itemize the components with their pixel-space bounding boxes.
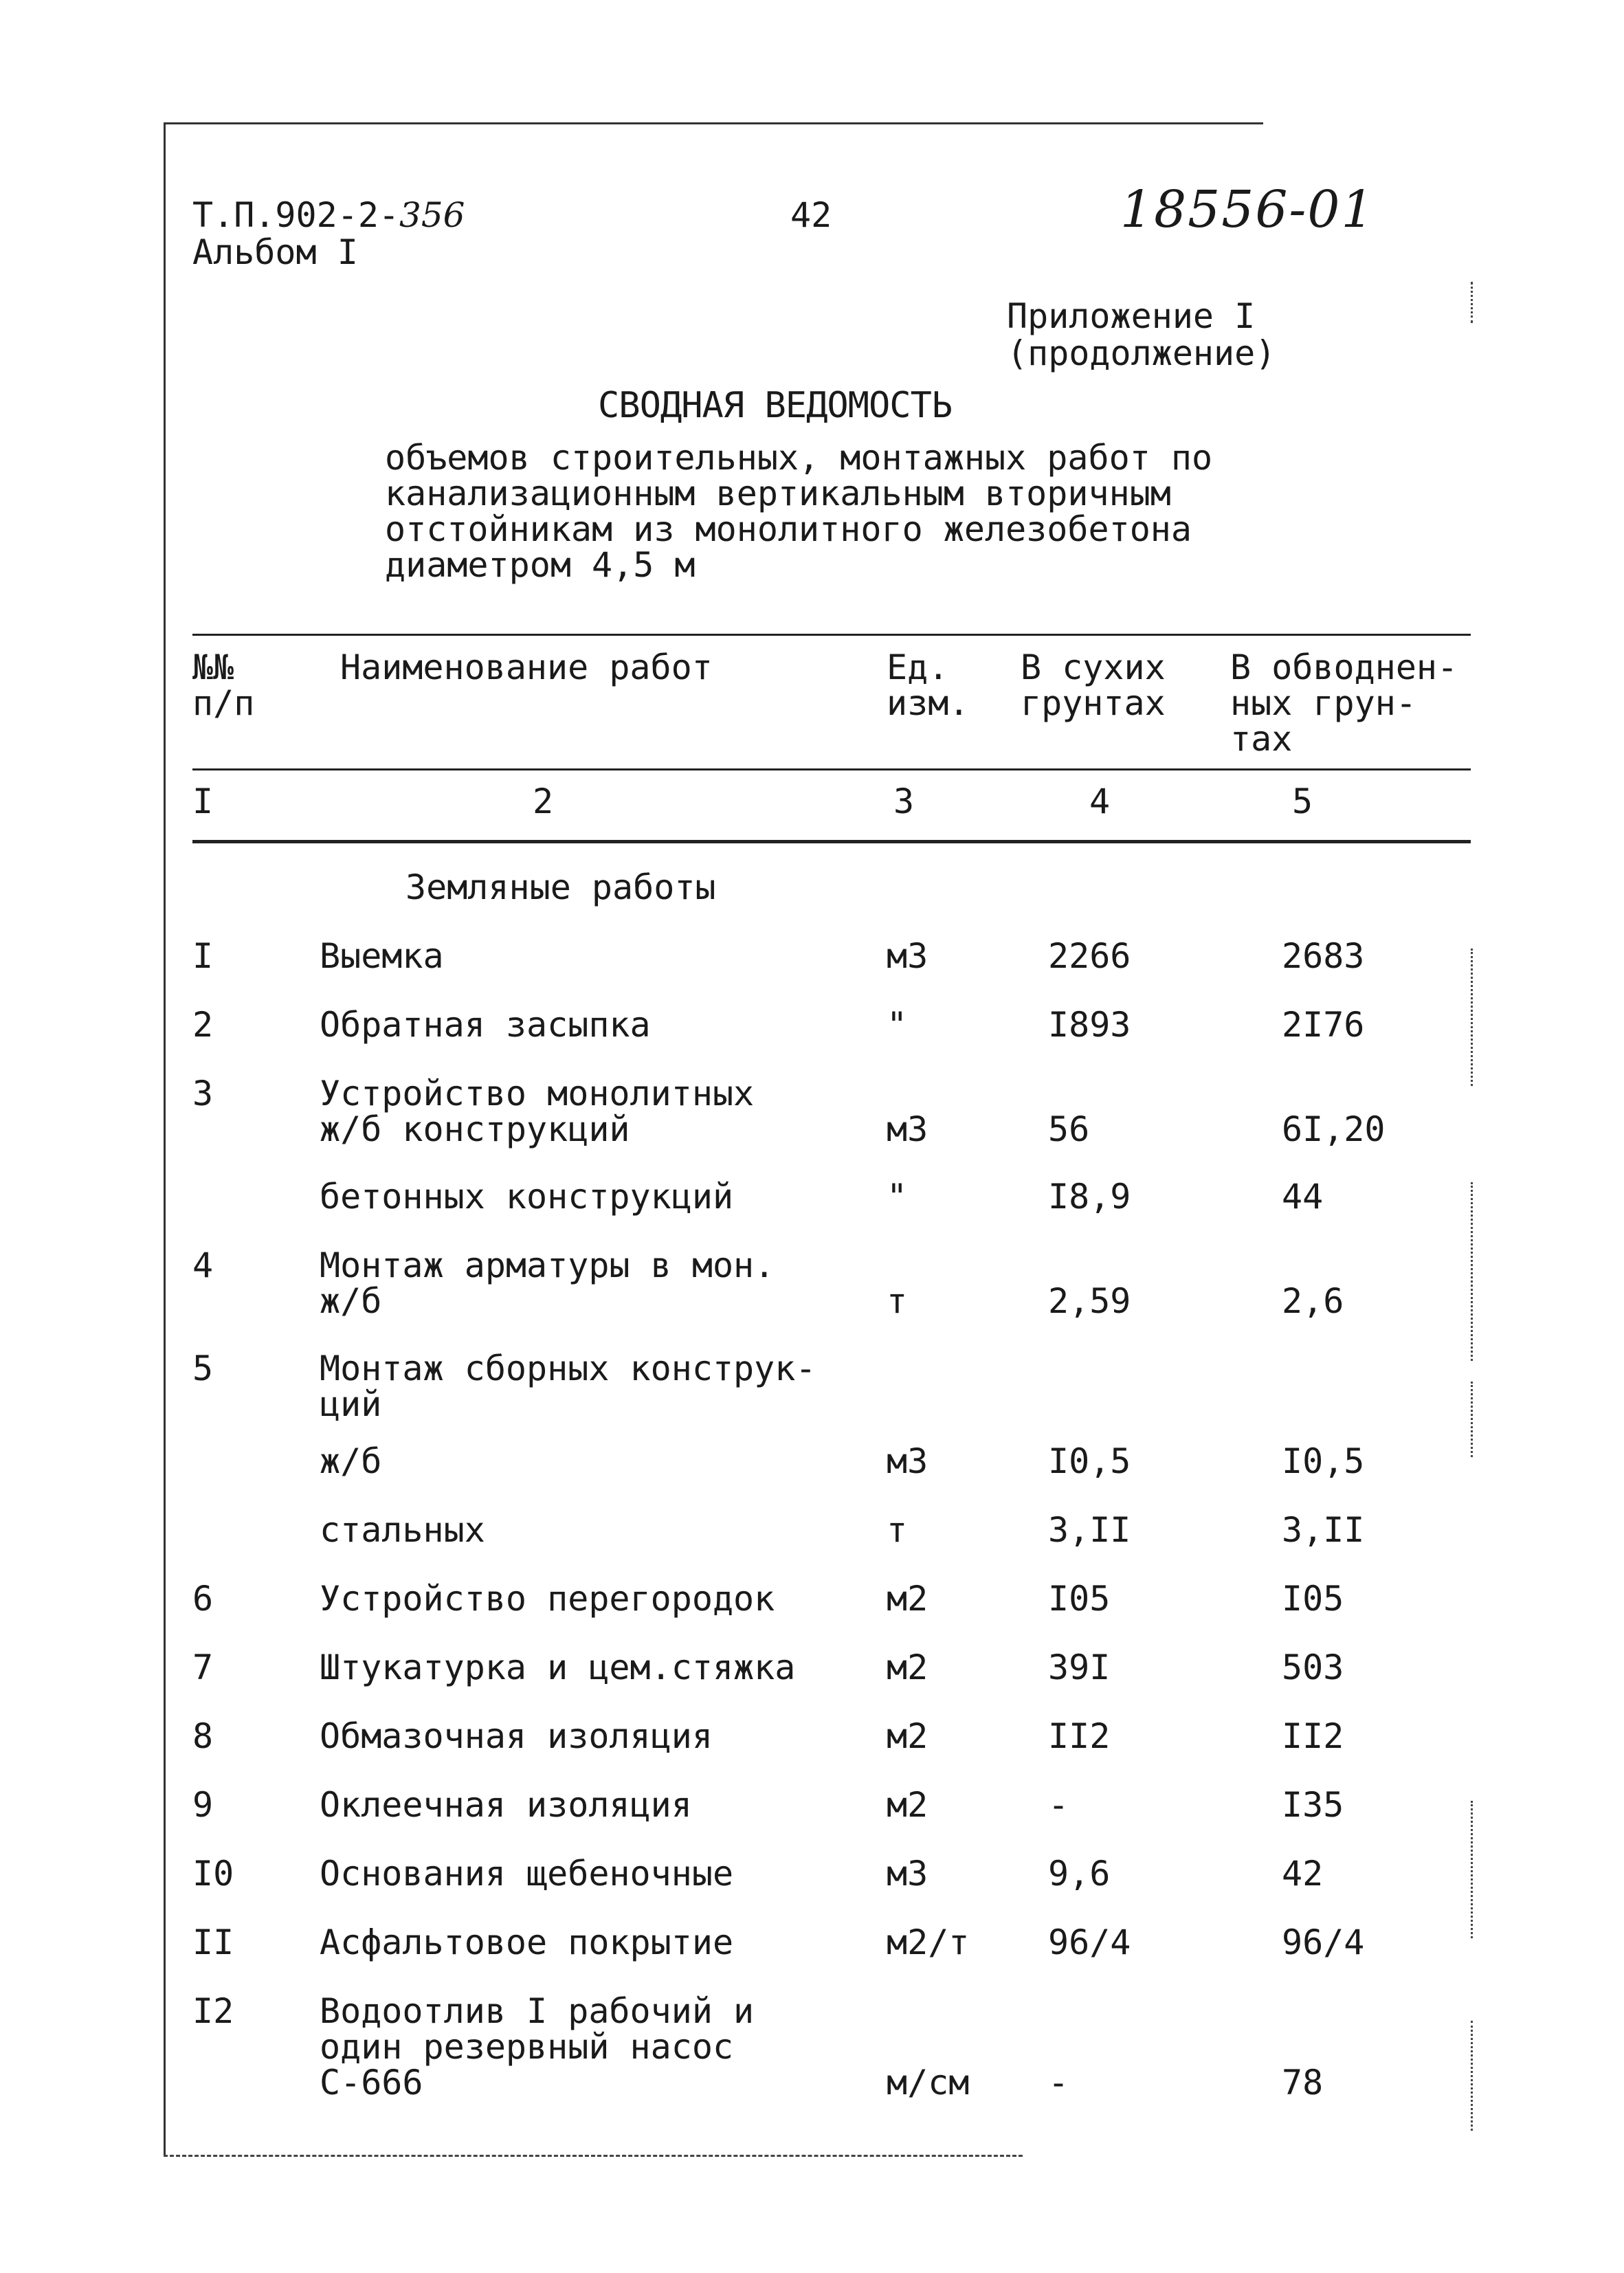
subtitle-line: объемов строительных, монтажных работ по [385,438,1213,478]
header-unit: Ед. изм. [887,647,970,723]
row-work-name [320,938,444,974]
row-dry-soil-value: 9,6 [1048,1854,1111,1894]
row-work-name-line: ж/б конструкций [320,1109,630,1149]
row-number: 7 [192,1648,214,1687]
column-number: 5 [1292,781,1313,821]
row-wet-soil-value: I35 [1282,1785,1344,1825]
row-unit: м3 [887,1441,928,1481]
row-dry-soil-value: 2266 [1048,936,1131,976]
row-work-name-line: Обмазочная изоляция [320,1716,713,1756]
row-work-name [320,1581,775,1617]
appendix-continuation: (продолжение) [1007,333,1276,373]
row-work-name [320,1245,775,1321]
row-work-name [320,1922,734,1962]
page-frame-top [164,122,1263,124]
header-num: №№ п/п [192,647,255,723]
row-number: 3 [192,1074,214,1113]
margin-mark [1471,1382,1473,1457]
row-work-name-line: Асфальтовое покрытие [320,1922,734,1962]
row-work-name-line: Обратная засыпка [320,1005,651,1045]
appendix-label: Приложение I [1007,296,1256,336]
row-work-name [320,1718,713,1754]
row-work-name-line: Монтаж сборных конструк- [320,1349,816,1388]
row-work-name-line: Устройство перегородок [320,1579,775,1619]
row-dry-soil-value: - [1048,2063,1069,2103]
document-code-suffix: 356 [399,195,465,235]
row-work-name [320,1076,754,1147]
margin-mark [1471,2021,1473,2131]
row-dry-soil-value: I8,9 [1048,1177,1131,1217]
row-wet-soil-value: 2,6 [1282,1281,1344,1321]
row-dry-soil-value: 2,59 [1048,1281,1131,1321]
row-number: 2 [192,1005,214,1045]
row-unit: м2 [887,1785,928,1825]
row-work-name-line: бетонных конструкций [320,1177,734,1217]
margin-mark [1471,1801,1473,1938]
row-number: 5 [192,1349,214,1388]
row-work-name [320,1351,816,1422]
page-number: 42 [790,195,832,235]
margin-mark [1471,282,1473,323]
row-work-name-line: Штукатурка и цем.стяжка [320,1648,796,1687]
row-number: 9 [192,1785,214,1825]
row-work-name-line: Монтаж арматуры в мон. [320,1245,775,1285]
document-code [192,196,465,234]
subtitle-line: канализационным вертикальным вторичным [385,474,1171,513]
page-title: СВОДНАЯ ВЕДОМОСТЬ [598,385,953,426]
row-work-name [320,1856,733,1892]
row-work-name [320,1991,755,2103]
row-number: 4 [192,1245,214,1285]
row-unit: м3 [887,936,928,976]
document-code-prefix: Т.П.902-2- [192,195,400,235]
row-wet-soil-value: 2683 [1282,936,1365,976]
row-unit: т [887,1281,908,1321]
margin-mark [1471,1182,1473,1361]
row-unit: " [887,1177,908,1217]
row-dry-soil-value: 39I [1048,1648,1111,1687]
row-wet-soil-value: 503 [1282,1648,1344,1687]
row-number: I [192,936,214,976]
header-dry-soil: В сухих грунтах [1021,647,1166,723]
row-work-name [320,1443,381,1479]
row-unit: м2 [887,1716,928,1756]
table-columns-rule [192,840,1471,843]
row-dry-soil-value: II2 [1048,1716,1111,1756]
row-dry-soil-value: 96/4 [1048,1922,1131,1962]
row-unit: " [887,1005,908,1045]
row-wet-soil-value: II2 [1282,1716,1344,1756]
row-number: 6 [192,1579,214,1619]
row-work-name-line: Выемка [320,936,444,976]
row-work-name-line: Основания щебеночные [320,1854,734,1894]
row-wet-soil-value: 2I76 [1282,1005,1365,1045]
subtitle-line: отстойникам из монолитного железобетона [385,509,1192,549]
row-work-name-line: С-666 [320,2063,423,2103]
row-work-name-line: один резервный насос [320,2027,734,2067]
row-unit: м/см [887,2063,970,2103]
page-frame-left [164,122,166,2157]
row-number: I0 [192,1854,234,1894]
row-work-name [320,1512,485,1548]
row-wet-soil-value: 96/4 [1282,1922,1365,1962]
row-unit: м2 [887,1579,928,1619]
column-number: 2 [533,781,554,821]
column-number: 3 [893,781,915,821]
header-name: Наименование работ [340,647,713,687]
row-dry-soil-value: I0,5 [1048,1441,1131,1481]
row-dry-soil-value: 3,II [1048,1510,1131,1550]
table-top-rule [192,634,1471,636]
row-work-name-line: Устройство монолитных [320,1074,755,1113]
row-work-name-line: Оклеечная изоляция [320,1785,692,1825]
row-unit: м3 [887,1854,928,1894]
column-number: I [192,781,214,821]
row-work-name-line: ций [320,1384,382,1424]
row-wet-soil-value: I0,5 [1282,1441,1365,1481]
row-work-name-line: стальных [320,1510,485,1550]
header-wet-soil: В обводнен- ных грун- тах [1230,647,1458,759]
row-work-name-line: ж/б [320,1281,382,1321]
album-label: Альбом I [192,232,358,272]
row-work-name [320,1650,795,1685]
row-dry-soil-value: - [1048,1785,1069,1825]
margin-mark [1471,949,1473,1086]
row-wet-soil-value: 78 [1282,2063,1324,2103]
row-work-name-line: ж/б [320,1441,382,1481]
row-wet-soil-value: 6I,20 [1282,1109,1386,1149]
row-unit: т [887,1510,908,1550]
row-number: II [192,1922,234,1962]
row-work-name [320,1007,651,1043]
column-number: 4 [1089,781,1111,821]
subtitle-line: диаметром 4,5 м [385,545,696,585]
section-header: Земляные работы [405,867,716,907]
row-number: I2 [192,1991,234,2031]
page-frame-bottom [164,2155,1023,2157]
row-wet-soil-value: 42 [1282,1854,1324,1894]
handwritten-registration-number: 18556-01 [1120,180,1375,239]
row-unit: м3 [887,1109,928,1149]
row-work-name-line: Водоотлив I рабочий и [320,1991,755,2031]
row-unit: м2/т [887,1922,970,1962]
table-header-rule [192,768,1471,770]
row-unit: м2 [887,1648,928,1687]
row-work-name [320,1179,733,1215]
row-wet-soil-value: I05 [1282,1579,1344,1619]
row-wet-soil-value: 3,II [1282,1510,1365,1550]
row-wet-soil-value: 44 [1282,1177,1324,1217]
row-dry-soil-value: I893 [1048,1005,1131,1045]
row-dry-soil-value: 56 [1048,1109,1090,1149]
row-dry-soil-value: I05 [1048,1579,1111,1619]
row-number: 8 [192,1716,214,1756]
row-work-name [320,1787,692,1823]
